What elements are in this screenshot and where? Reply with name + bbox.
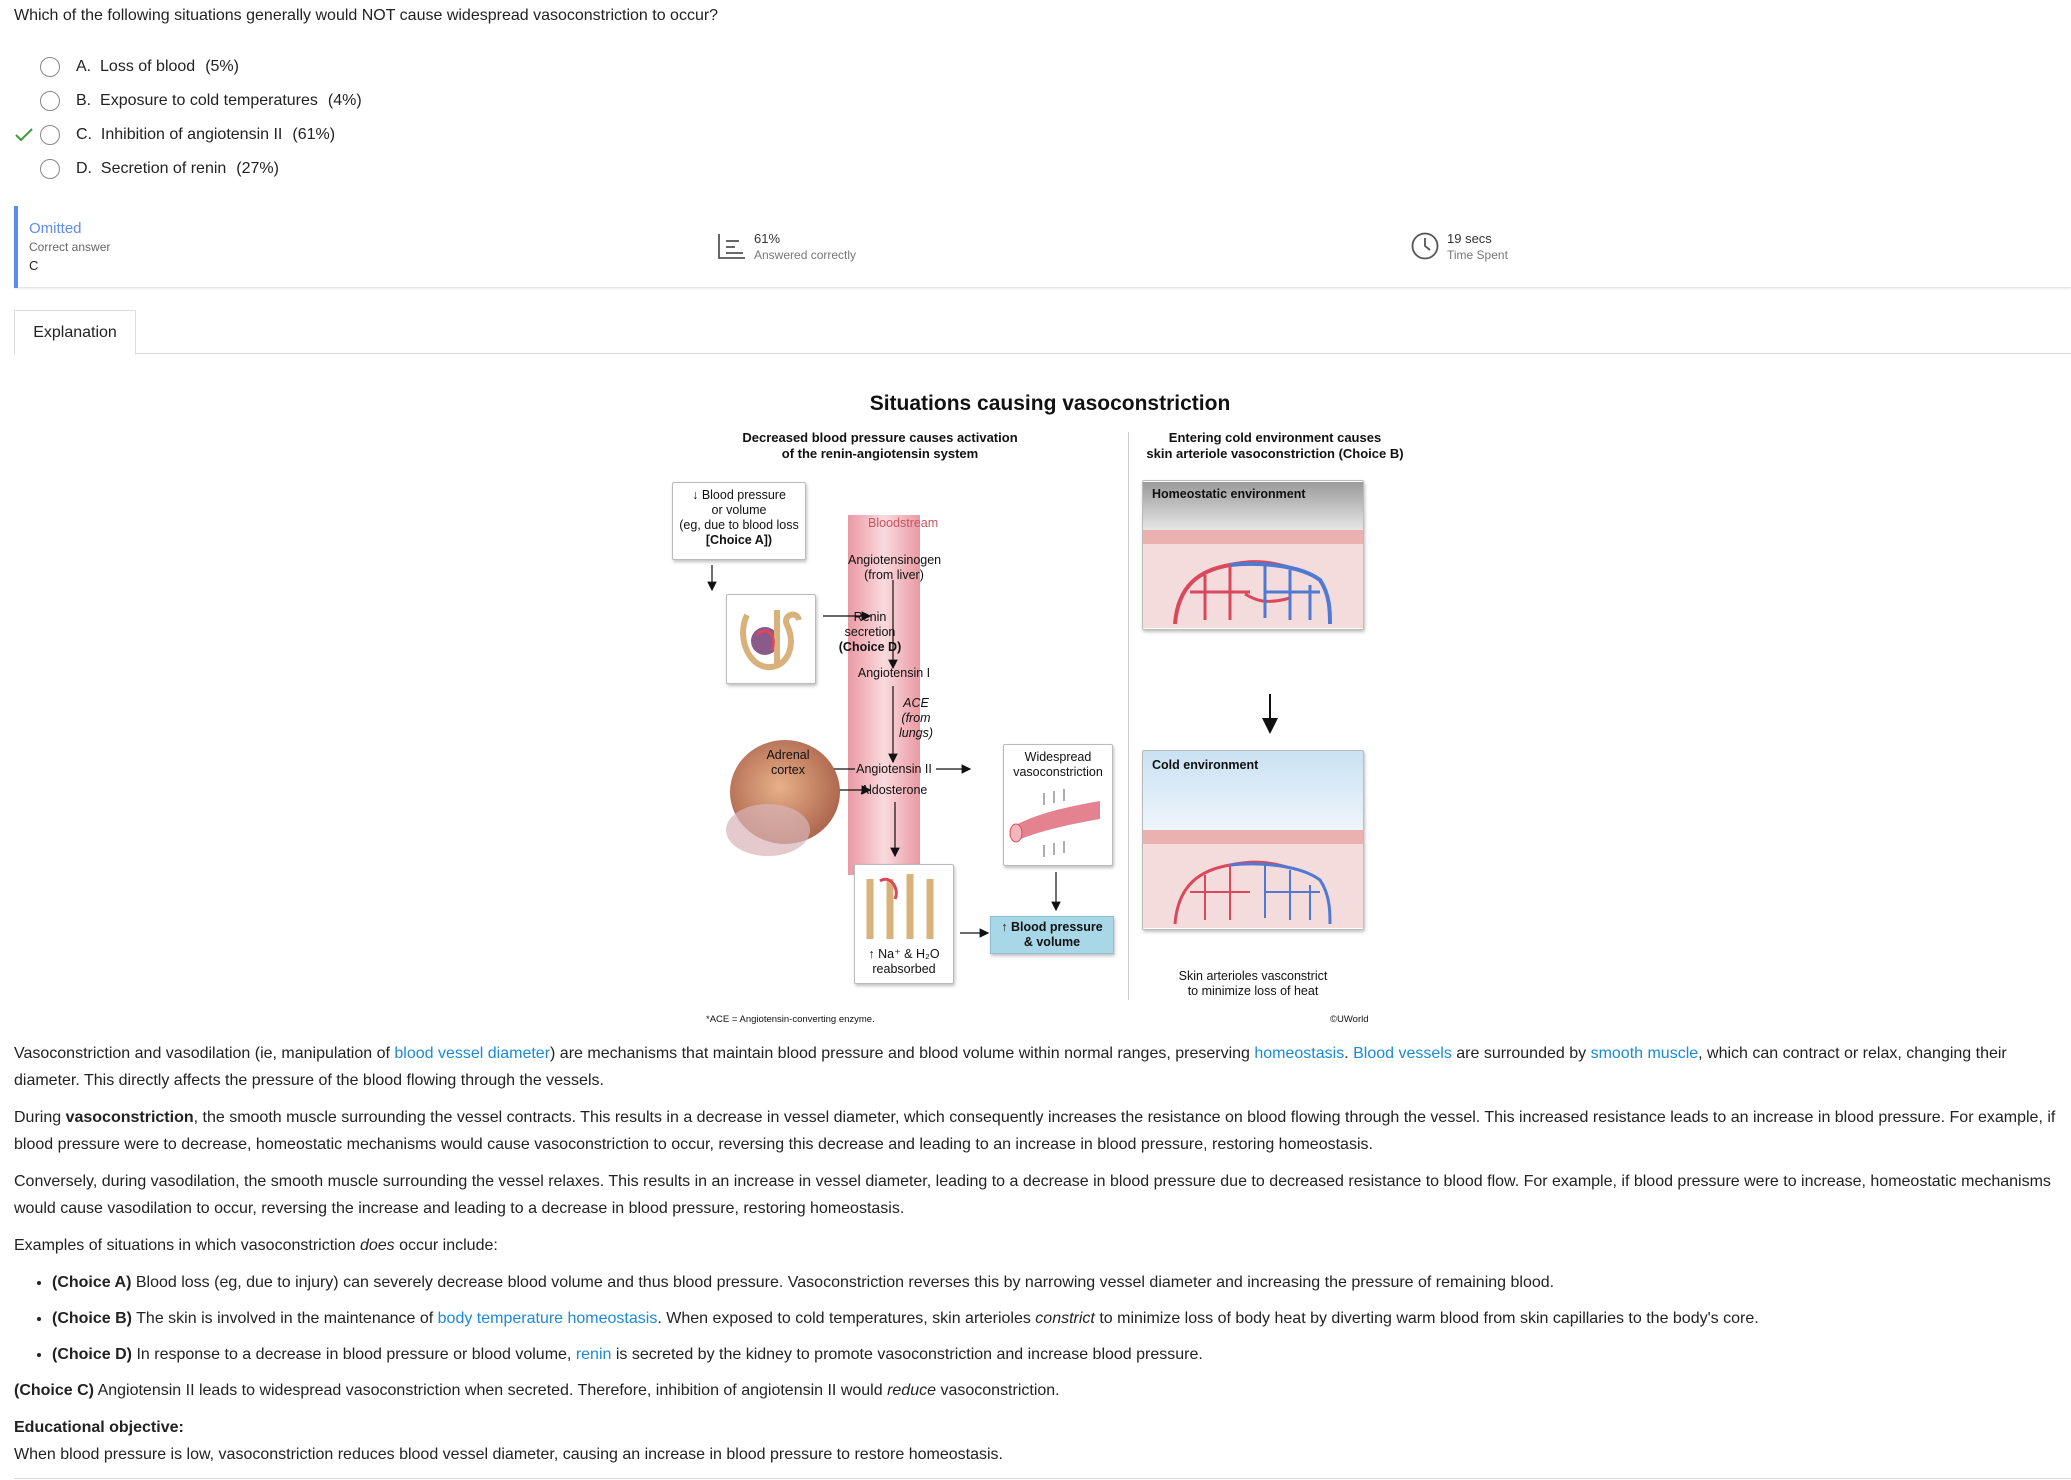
correct-answer-value: C bbox=[29, 258, 39, 273]
bloodstream-label: Bloodstream bbox=[868, 516, 939, 530]
reabsorption-label: ↑ Na⁺ & H₂O reabsorbed bbox=[868, 947, 940, 976]
tab-bar bbox=[14, 310, 2071, 354]
stats-bar bbox=[14, 206, 2071, 288]
choice-percentage: (4%) bbox=[327, 92, 362, 109]
status-accent-bar bbox=[14, 206, 18, 288]
explanation-figure bbox=[679, 380, 1410, 1030]
increased-bp-label: ↑ Blood pressure & volume bbox=[1001, 920, 1103, 949]
angiotensinogen-label: Angiotensinogen (from liver) bbox=[848, 553, 942, 582]
radio-button[interactable] bbox=[40, 57, 60, 77]
choice-a[interactable] bbox=[14, 50, 362, 84]
angiotensin-i-label: Angiotensin I bbox=[857, 666, 931, 680]
link-homeostasis[interactable]: homeostasis bbox=[1254, 1045, 1345, 1062]
paragraph: (Choice C) Angiotensin II leads to widespread vasoconstriction when secreted. Therefore, inhibition of angiotensin II would reduce vasoconstriction. bbox=[14, 1382, 1060, 1399]
right-panel-heading: Entering cold environment causes skin arteriole vasoconstriction (Choice B) bbox=[1146, 430, 1404, 461]
paragraph: During vasoconstriction, the smooth muscle surrounding the vessel contracts. This results in a decrease in vessel diameter, which consequently increases the resistance on blood flowing through the vessel. This increased resistance leads to an increase in blood pressure. For example, if blood pressure were to decrease, homeostatic mechanisms would cause vasoconstriction to occur, reversing this decrease and leading to an increase in blood pressure, restoring homeostasis. bbox=[14, 1109, 2056, 1153]
homeostatic-label: Homeostatic environment bbox=[1152, 487, 1306, 501]
skin-arterioles-caption: Skin arterioles vasconstrict to minimize loss of heat bbox=[1178, 969, 1328, 998]
list-item: • (Choice B) The skin is involved in the maintenance of body temperature homeostasis. When exposed to cold temperatures, skin arterioles constrict to minimize loss of body heat by diverting warm blood from skin capillaries to the body's core. bbox=[52, 1305, 2064, 1332]
kidney-nephron-icon bbox=[727, 595, 815, 683]
choice-label: B. Exposure to cold temperatures bbox=[76, 92, 318, 109]
left-panel-heading: Decreased blood pressure causes activation of the renin-angiotensin system bbox=[742, 430, 1018, 461]
objective-heading: Educational objective: bbox=[14, 1419, 184, 1436]
list-item: • (Choice A) Blood loss (eg, due to injury) can severely decrease blood volume and thus blood pressure. Vasoconstriction reverses this by narrowing vessel diameter and increasing the pressure of remaining blood. bbox=[52, 1269, 2064, 1296]
choice-percentage: (5%) bbox=[205, 58, 239, 75]
homeostatic-panel bbox=[1142, 480, 1364, 630]
bar-chart-icon bbox=[717, 232, 747, 260]
choice-b[interactable] bbox=[14, 84, 362, 118]
link-smooth-muscle[interactable]: smooth muscle bbox=[1590, 1045, 1699, 1062]
kidney-image bbox=[726, 594, 816, 684]
paragraph: Vasoconstriction and vasodilation (ie, manipulation of blood vessel diameter) are mechanisms that maintain blood pressure and blood volume within normal ranges, preserving homeostasis. Blood vessels are surrounded by smooth muscle, which can contract or relax, changing their diameter. This directly affects the pressure of the blood flowing through the vessels. bbox=[14, 1045, 2007, 1089]
link-body-temperature-homeostasis[interactable]: body temperature homeostasis bbox=[437, 1310, 658, 1327]
adrenal-cortex-label: Adrenal cortex bbox=[766, 748, 810, 777]
choice-label: C. Inhibition of angiotensin II bbox=[76, 126, 283, 143]
radio-button[interactable] bbox=[40, 91, 60, 111]
checkmark-icon bbox=[14, 125, 34, 145]
choice-percentage: (61%) bbox=[292, 126, 336, 143]
ace-footnote: *ACE = Angiotensin-converting enzyme. bbox=[706, 1014, 875, 1025]
cold-label: Cold environment bbox=[1152, 758, 1259, 772]
examples-list bbox=[14, 1269, 2064, 1368]
time-spent-value: 19 secs bbox=[1447, 231, 1492, 246]
ace-label: ACE (from lungs) bbox=[898, 696, 934, 740]
cold-panel bbox=[1142, 750, 1364, 930]
choice-d[interactable] bbox=[14, 152, 362, 186]
angiotensin-ii-label: Angiotensin II bbox=[856, 762, 932, 776]
correct-answer-label: Correct answer bbox=[29, 240, 111, 254]
aldosterone-label: Aldosterone bbox=[860, 783, 928, 797]
explanation-text bbox=[14, 1040, 2064, 1468]
choice-label: A. Loss of blood bbox=[76, 58, 196, 75]
percent-correct-label: Answered correctly bbox=[754, 248, 857, 262]
tab-explanation[interactable]: Explanation bbox=[14, 310, 136, 355]
clock-icon bbox=[1410, 231, 1440, 261]
choice-percentage: (27%) bbox=[236, 160, 279, 177]
copyright: ©UWorld bbox=[1330, 1014, 1369, 1025]
objective-text: When blood pressure is low, vasoconstriction reduces blood vessel diameter, causing an increase in blood pressure to restore homeostasis. bbox=[14, 1446, 1003, 1463]
link-renin[interactable]: renin bbox=[575, 1346, 612, 1363]
paragraph: Examples of situations in which vasoconstriction does occur include: bbox=[14, 1237, 498, 1254]
vasoconstriction-label: Widespread vasoconstriction bbox=[1013, 750, 1103, 779]
percent-correct-value: 61% bbox=[754, 231, 781, 246]
radio-button[interactable] bbox=[40, 159, 60, 179]
low-bp-label: ↓ Blood pressure or volume (eg, due to blood loss [Choice A]) bbox=[679, 488, 799, 547]
nephron-tubule-icon bbox=[855, 869, 953, 949]
question-text: Which of the following situations generally would NOT cause widespread vasoconstriction to occur? bbox=[14, 7, 719, 24]
bottom-divider bbox=[14, 1478, 2071, 1479]
answer-choices bbox=[14, 50, 362, 186]
choice-label: D. Secretion of renin bbox=[76, 160, 227, 177]
link-blood-vessel-diameter[interactable]: blood vessel diameter bbox=[394, 1045, 551, 1062]
time-spent-label: Time Spent bbox=[1447, 248, 1508, 262]
paragraph: Conversely, during vasodilation, the smooth muscle surrounding the vessel relaxes. This results in an increase in vessel diameter, leading to a decrease in blood pressure due to decreased resistance to blood flow. For example, if blood pressure were to increase, homeostatic mechanisms would cause vasodilation to occur, reversing the increase and leading to a decrease in blood pressure, restoring homeostasis. bbox=[14, 1173, 2051, 1217]
choice-c[interactable] bbox=[14, 118, 362, 152]
status-label: Omitted bbox=[29, 220, 82, 237]
list-item: • (Choice D) In response to a decrease in blood pressure or blood volume, renin is secreted by the kidney to promote vasoconstriction and increase blood pressure. bbox=[52, 1341, 2064, 1368]
figure-title: Situations causing vasoconstriction bbox=[869, 392, 1231, 415]
radio-button[interactable] bbox=[40, 125, 60, 145]
renin-label: Renin secretion (Choice D) bbox=[838, 610, 902, 654]
link-blood-vessels[interactable]: Blood vessels bbox=[1353, 1045, 1452, 1062]
